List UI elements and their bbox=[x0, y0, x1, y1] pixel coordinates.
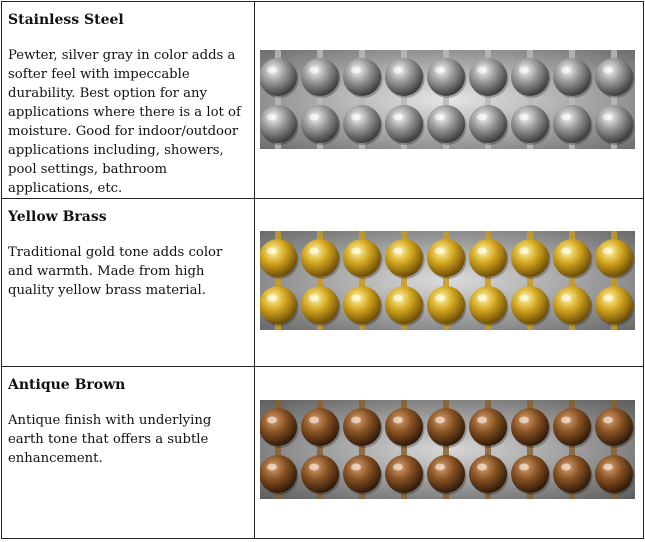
finish-table bbox=[1, 1, 644, 539]
finish-swatch-cell bbox=[255, 367, 644, 539]
finish-row-stainless-steel bbox=[2, 2, 644, 199]
finish-description-cell bbox=[2, 199, 255, 367]
antique-brown-bead-chain-image bbox=[260, 400, 635, 499]
finish-description: Pewter, silver gray in color adds a softer feel with impeccable durability. Best option for any applications where there is a lot of moisture. Good for indoor/outdoor applications including, showers, pool settings, bathroom applications, etc. bbox=[8, 48, 241, 196]
stainless-steel-bead-chain-image bbox=[260, 50, 635, 149]
finish-name: Antique Brown bbox=[8, 377, 126, 393]
finish-name: Stainless Steel bbox=[8, 12, 124, 28]
finish-swatch-cell bbox=[255, 199, 644, 367]
finish-name: Yellow Brass bbox=[8, 209, 107, 225]
finish-row-antique-brown bbox=[2, 367, 644, 539]
finish-row-yellow-brass bbox=[2, 199, 644, 367]
finish-description-cell bbox=[2, 2, 255, 199]
finish-description: Traditional gold tone adds color and warmth. Made from high quality yellow brass material. bbox=[8, 245, 223, 298]
yellow-brass-bead-chain-image bbox=[260, 231, 635, 330]
finish-description-cell bbox=[2, 367, 255, 539]
finish-description: Antique finish with underlying earth tone that offers a subtle enhancement. bbox=[8, 413, 212, 466]
finish-swatch-cell bbox=[255, 2, 644, 199]
